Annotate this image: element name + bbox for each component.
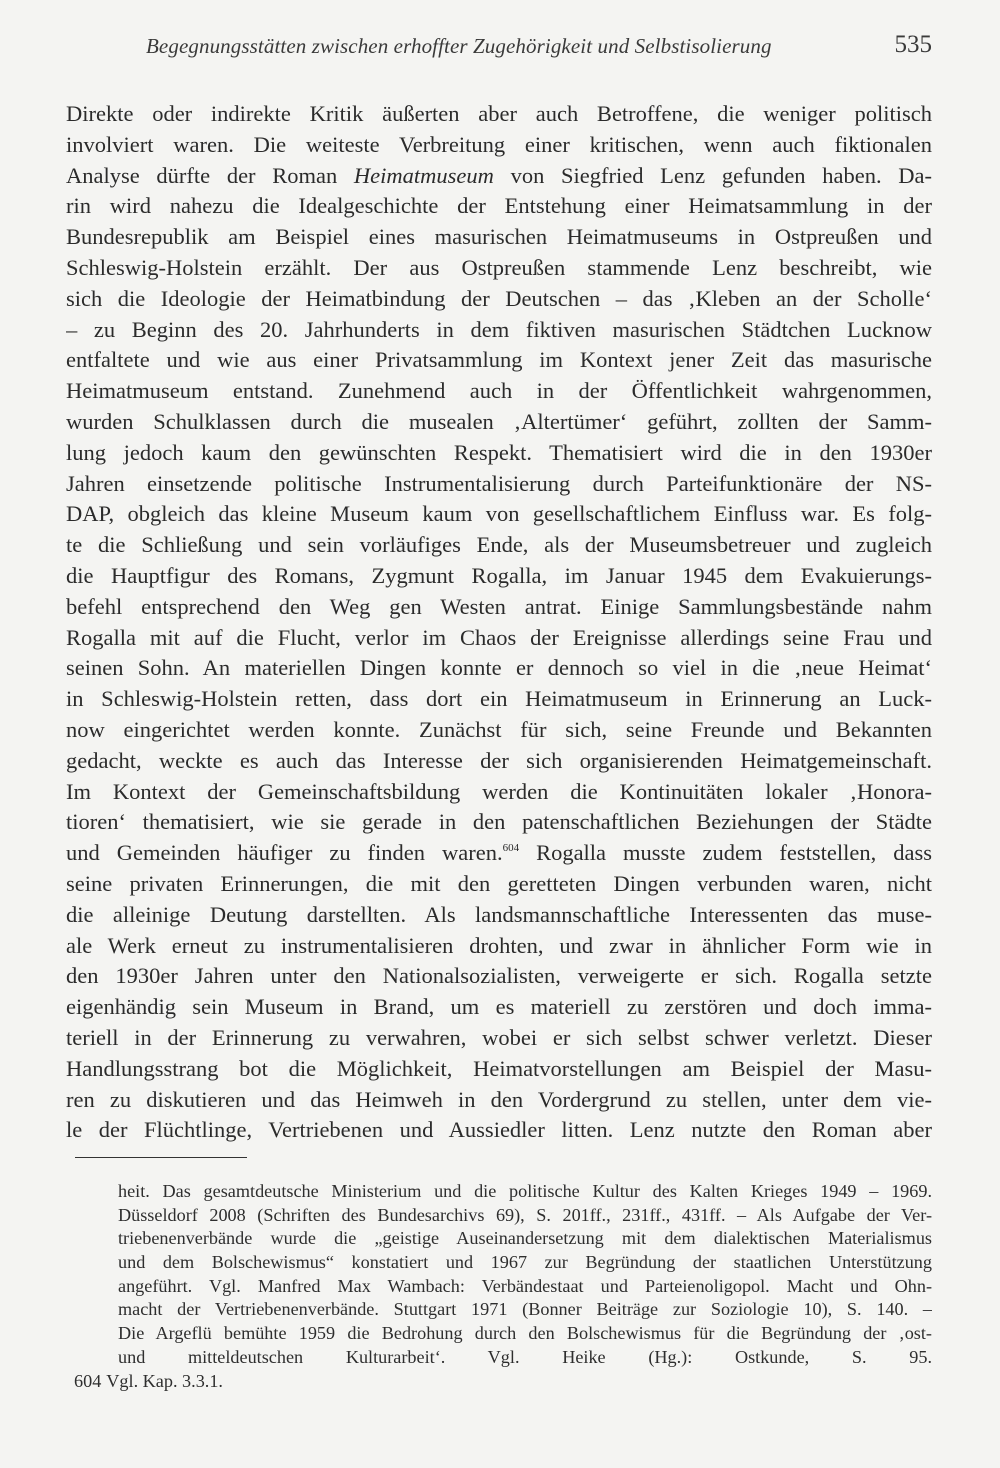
text-line: in Schleswig-Holstein retten, dass dort ein Heimatmuseum in Erinnerung an Luck- xyxy=(66,686,932,712)
text-line xyxy=(66,161,932,192)
footnote-line: heit. Das gesamtdeutsche Ministerium und die politische Kultur des Kalten Krieges 1949 – 1969. xyxy=(118,1181,932,1201)
text-line: tioren‘ thematisiert, wie sie gerade in den patenschaftlichen Beziehungen der Städte xyxy=(66,809,932,835)
text-segment: Analyse dürfte der Roman xyxy=(66,162,354,188)
text-line: ren zu diskutieren und das Heimweh in den Vordergrund zu stellen, unter dem vie- xyxy=(66,1086,932,1112)
footnote-reference[interactable]: 604 xyxy=(502,842,520,855)
text-line: eigenhändig sein Museum in Brand, um es materiell zu zerstören und doch imma- xyxy=(66,994,932,1020)
text-line: entfaltete und wie aus einer Privatsammlung im Kontext jener Zeit das masurische xyxy=(66,347,932,373)
text-line: seinen Sohn. An materiellen Dingen konnte er dennoch so viel in die ‚neue Heimat‘ xyxy=(66,655,932,681)
text-line: involviert waren. Die weiteste Verbreitung einer kritischen, wenn auch fiktionalen xyxy=(66,131,932,157)
footnote-line: Düsseldorf 2008 (Schriften des Bundesarchivs 69), S. 201ff., 231ff., 431ff. – Als Aufgabe der Ver- xyxy=(118,1204,932,1225)
text-line: le der Flüchtlinge, Vertriebenen und Aussiedler litten. Lenz nutzte den Roman aber xyxy=(66,1117,932,1143)
footnote-line: und mitteldeutschen Kulturarbeit‘. Vgl. Heike (Hg.): Ostkunde, S. 95. xyxy=(118,1346,932,1367)
text-line: te die Schließung und sein vorläufiges Ende, als der Museumsbetreuer und zugleich xyxy=(66,532,932,558)
text-line: Direkte oder indirekte Kritik äußerten aber auch Betroffene, die weniger politisch xyxy=(66,101,932,126)
footnote-continuation xyxy=(118,1180,932,1370)
text-line: sich die Ideologie der Heimatbindung der Deutschen – das ‚Kleben an der Scholle‘ xyxy=(66,285,932,311)
running-header xyxy=(66,31,932,68)
running-title: Begegnungsstätten zwischen erhoffter Zugehörigkeit und Selbstisolierung xyxy=(146,34,772,58)
text-line: die alleinige Deutung darstellten. Als landsmannschaftliche Interessenten das muse- xyxy=(66,901,932,927)
text-line: – zu Beginn des 20. Jahrhunderts in dem fiktiven masurischen Städtchen Lucknow xyxy=(66,316,932,342)
text-line: Bundesrepublik am Beispiel eines masurischen Heimatmuseums in Ostpreußen und xyxy=(66,224,932,250)
footnote-604 xyxy=(74,1370,223,1394)
main-text xyxy=(66,99,932,1146)
text-line: DAP, obgleich das kleine Museum kaum von gesellschaftlichem Einfluss war. Es folg- xyxy=(66,501,932,527)
text-line: Jahren einsetzende politische Instrumentalisierung durch Parteifunktionäre der NS- xyxy=(66,470,932,496)
footnote-number: 604 xyxy=(74,1371,102,1391)
text-line: Schleswig-Holstein erzählt. Der aus Ostpreußen stammende Lenz beschreibt, wie xyxy=(66,254,932,280)
text-line: wurden Schulklassen durch die musealen ‚Altertümer‘ geführt, zollten der Samm- xyxy=(66,408,932,434)
text-line: Im Kontext der Gemeinschaftsbildung werden die Kontinuitäten lokaler ‚Honora- xyxy=(66,778,932,804)
footnote-line: macht der Vertriebenenverbände. Stuttgart 1971 (Bonner Beiträge zur Soziologie 10), S. 140. – xyxy=(118,1299,932,1320)
text-line: die Hauptfigur des Romans, Zygmunt Rogalla, im Januar 1945 dem Evakuierungs- xyxy=(66,562,932,588)
text-line: Heimatmuseum entstand. Zunehmend auch in der Öffentlichkeit wahrgenommen, xyxy=(66,378,932,404)
text-line: seine privaten Erinnerungen, die mit den geretteten Dingen verbunden waren, nicht xyxy=(66,870,932,896)
text-line: den 1930er Jahren unter den Nationalsozialisten, verweigerte er sich. Rogalla setzte xyxy=(66,963,932,989)
text-line: lung jedoch kaum den gewünschten Respekt. Thematisiert wird die in den 1930er xyxy=(66,439,932,465)
footnote-text: Vgl. Kap. 3.3.1. xyxy=(106,1371,223,1391)
text-line: rin wird nahezu die Idealgeschichte der Entstehung einer Heimatsammlung in der xyxy=(66,193,932,219)
text-segment: Rogalla musste zudem feststellen, dass xyxy=(519,840,932,866)
page-number: 535 xyxy=(894,31,932,58)
text-line: teriell in der Erinnerung zu verwahren, wobei er sich selbst schwer verletzt. Dieser xyxy=(66,1024,932,1050)
footnote-line: Die Argeflü bemühte 1959 die Bedrohung durch den Bolschewismus für die Begründung der ‚ost- xyxy=(118,1323,932,1344)
text-line xyxy=(66,838,932,869)
text-line: gedacht, weckte es auch das Interesse der sich organisierenden Heimatgemeinschaft. xyxy=(66,747,932,773)
footnote-line: und dem Bolschewismus“ konstatiert und 1967 zur Begründung der staatlichen Unterstützung xyxy=(118,1252,932,1273)
footnote-line: angeführt. Vgl. Manfred Max Wambach: Verbändestaat und Parteienoligopol. Macht und Ohn- xyxy=(118,1275,932,1296)
text-line: Handlungsstrang bot die Möglichkeit, Heimatvorstellungen am Beispiel der Masu- xyxy=(66,1055,932,1081)
footnote-line: triebenenverbände wurde die „geistige Auseinandersetzung mit dem dialektischen Materialismus xyxy=(118,1228,932,1249)
text-segment: von Siegfried Lenz gefunden haben. Da- xyxy=(493,162,932,188)
text-line: befehl entsprechend den Weg gen Westen antrat. Einige Sammlungsbestände nahm xyxy=(66,593,932,619)
text-line: now eingerichtet werden konnte. Zunächst für sich, seine Freunde und Bekannten xyxy=(66,716,932,742)
footnote-divider xyxy=(75,1157,247,1158)
text-segment: und Gemeinden häufiger zu finden waren. xyxy=(66,840,503,866)
text-line: ale Werk erneut zu instrumentalisieren drohten, und zwar in ähnlicher Form wie in xyxy=(66,932,932,958)
book-title: Heimatmuseum xyxy=(353,162,494,188)
text-line: Rogalla mit auf die Flucht, verlor im Chaos der Ereignisse allerdings seine Frau und xyxy=(66,624,932,650)
